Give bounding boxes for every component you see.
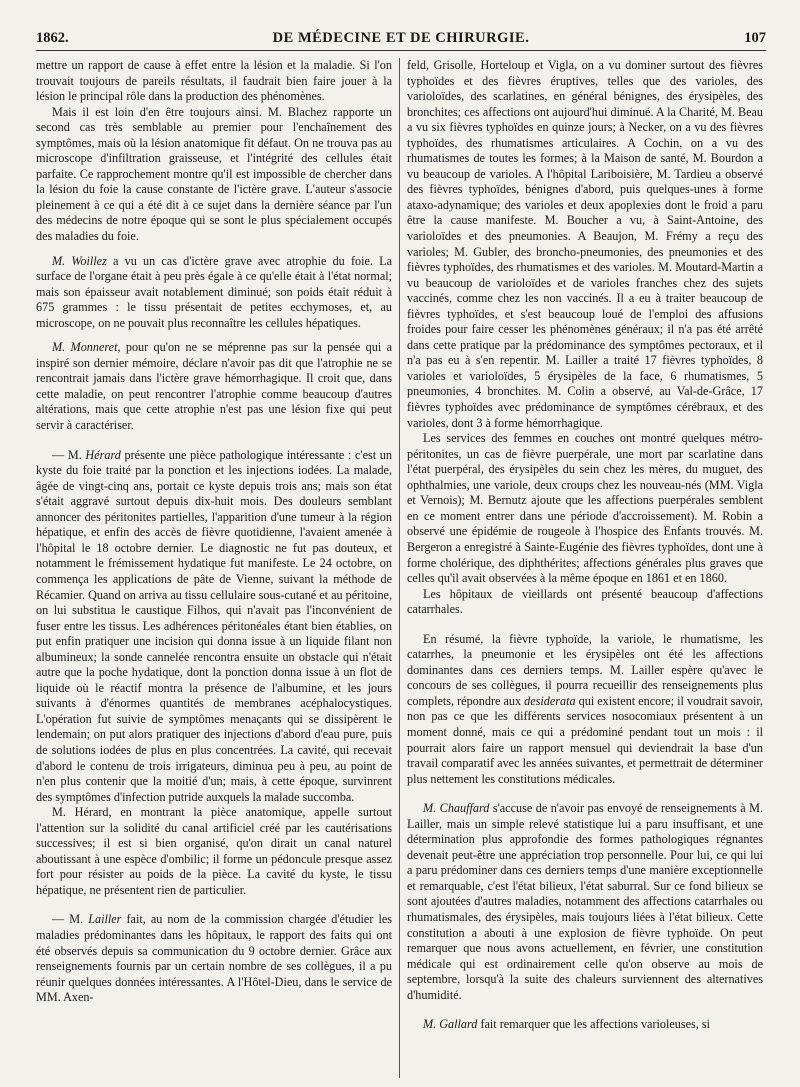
paragraph (407, 1017, 763, 1033)
right-column (407, 58, 763, 1078)
paragraph: M. Hérard, en montrant la pièce anatomique, appelle surtout l'attention sur la solidité du canal artificiel créé par les cautérisations successives; il est si bien organisé, qu'on dirait un canal naturel aboutissant à une espèce d'ombilic; il forme un pédoncule presque assez fort pour résister au poids de la pièce. La cavité du kyste, le tissu hépatique, ne présentent rien de particulier. (36, 805, 392, 897)
paragraph-text: , pour qu'on ne se méprenne pas sur la pensée qui a inspiré son dernier mémoire, déclare n'avoir pas dit que l'atrophie ne se rencontrait jamais dans l'ictère grave hémorrhagique. Il croit que, dans cette maladie, on peut rencontrer l'atrophie comme beaucoup d'autres altérations, mais que cette atrophie n'est pas une lésion fixe qui peut servir à caractériser. (36, 340, 392, 433)
paragraph: Les hôpitaux de vieillards ont présenté beaucoup d'affections catarrhales. (407, 586, 763, 617)
paragraph (407, 801, 763, 1003)
paragraph (36, 448, 392, 806)
paragraph: feld, Grisolle, Horteloup et Vigla, on a vu dominer surtout des fièvres typhoïdes et des fièvres éruptives, telles que des varioles, des varioloïdes, des scarlatines, en général bénignes, des érysipèles, des bronchites; ces affections ont aujourd'hui diminué. A la Charité, M. Beau a vu six fièvres typhoïdes en quinze jours; à Necker, on a vu des fièvres typhoïdes, des rhumatismes articulaires. A Cochin, on a vu des rhumatismes de toutes les formes; à la Maison de santé, M. Bourdon a vu beaucoup de varioles. A l'hôpital Lariboisière, M. Tardieu a observé des fièvres typhoïdes, bénignes d'abord, puis quelques-unes à forme ataxo-adynamique; des varioles et deux apoplexies dont le froid a paru être la cause manifeste. M. Boucher a vu, à Saint-Antoine, des varioloïdes et des pneumonies. A Beaujon, M. Frémy a reçu des varioles; M. Gubler, des broncho-pneumonies, des pneumonies et des fièvres typhoïdes, des rhumatismes et des varioles. M. Moutard-Martin a vu beaucoup de varioloïdes et de varioles franches chez des sujets vaccinés, comme chez les non vaccinés. Il a eu à traiter beaucoup de fièvres typhoïdes, et s'est beaucoup loué de l'emploi des affusions froides pour faire cesser les phénomènes généraux; il n'a pas été arrêté dans cette pratique par la prédominance des symptômes pectoraux, et il n'a pas eu à s'en repentir. M. Lailler a traité 17 fièvres typhoïdes, 8 varioles et varioloïdes, 5 érysipèles de la face, 6 rhumatismes, 5 pneumonies, 4 bronchites. M. Colin a observé, au Val-de-Grâce, 17 fièvres typhoïdes avec prédominance de symptômes cérébraux, et des varioles, dont 3 à forme hémorrhagique. (407, 58, 763, 430)
paragraph-text: fait remarquer que les affections varioleuses, si (477, 1017, 711, 1032)
paragraph-text: présente une pièce pathologique intéressante : c'est un kyste du foie traité par la ponction et les injections iodées. La malade, âgée de vingt-cinq ans, portait ce kyste depuis trois ans; mais son état s'était aggravé surtout depuis dix-huit mois. Des douleurs semblant annoncer des péritonites partielles, l'apparition d'une tumeur à la région hépatique, et enfin des accès de fièvre quotidienne, l'avaient amenée à l'hôpital le 18 octobre dernier. Le diagnostic ne fut pas douteux, et notamment le frémissement hydatique fut manifeste. Le 24 octobre, on commença les applications de pâte de Vienne, suivant la méthode de Récamier. Quand on arriva au tissu cellulaire sous-cutané et au péritoine, on lui substitua le caustique Filhos, qui n'avait pas l'inconvénient de fuser entre les tissus. Les adhérences péritonéales étant bien établies, on put enfin pratiquer une incision qui donna issue à un liquide filant non albumineux; la sonde cannelée rencontra ensuite un obstacle qui n'était autre que la poche hydatique, dont la ponction donna issue à un flot de liquide où le réactif montra la présence de l'albumine, et les jours suivants à d'énormes quantités de membranes acéphalocystiques. L'opération fut suivie de symptômes menaçants qui se dissipèrent le lendemain; on put alors pratiquer des injections d'abord d'eau pure, puis de solutions iodées de plus en plus concentrées. La cavité, qui recevait d'abord le contenu de trois irrigateurs, diminua peu à peu, au point de n'en plus contenir que la moitié d'un; mais, à cette époque, survinrent des symptômes d'infection putride auxquels la malade succomba. (36, 447, 392, 804)
paragraph (36, 254, 392, 332)
paragraph-text: qui existent encore; il voudrait savoir, non pas ce que les différents services nosocomiaux présentent à un moment donné, mais ce qui a prédominé pendant tout un mois : il pourrait alors faire un rapport mensuel qui deviendrait la base d'un travail comparatif avec les années suivantes, et permettrait de déterminer plus nettement les constitutions médicales. (407, 693, 763, 786)
dash-lead: — M. (52, 447, 86, 462)
paragraph: Les services des femmes en couches ont montré quelques métro-péritonites, un cas de fièvre puerpérale, une mort par scarlatine dans l'état puerpéral, des érysipèles du sein chez les mères, du muguet, des ophthalmies, une variole, deux croups chez les nouveau-nés (MM. Vigla et Vernois); M. Bernutz ajoute que les affections puerpérales semblent en ce moment entrer dans une période d'accroissement). M. Robin a observé une épidémie de rougeole à l'hospice des Enfants trouvés. M. Bergeron a enregistré à Sainte-Eugénie des fièvres typhoïdes, dont une à forme cholérique, des diphthérites; affections générales plus graves que celles qu'il avait observées à la même époque en 1861 et en 1860. (407, 431, 763, 586)
paragraph (36, 340, 392, 433)
paragraph-text: fait, au nom de la commission chargée d'étudier les maladies prédominantes dans les hôpitaux, le rapport des faits qui ont été observés depuis sa communication du 9 octobre dernier. Grâce aux renseignements fournis par un certain nombre de ses collègues, il a pu réunir quelques données intéressantes. A l'Hôtel-Dieu, dans le service de MM. Axen- (36, 912, 392, 1005)
dash-lead: — M. (52, 912, 89, 927)
paragraph: mettre un rapport de cause à effet entre la lésion et la maladie. Si l'on trouvait toujours de pareils résultats, il faudrait bien faire jouer à la lésion le principal rôle dans la production des phénomènes. (36, 58, 392, 104)
paragraph (407, 632, 763, 787)
paragraph (36, 912, 392, 1005)
header-title: DE MÉDECINE ET DE CHIRURGIE. (272, 30, 530, 46)
speaker-name: M. Monneret (52, 340, 118, 355)
paragraph-text: s'accuse de n'avoir pas envoyé de renseignements à M. Lailler, mais un simple relevé statistique lui a paru insuffisant, et une détermination plus approfondie des formes pathologiques régnantes devenait peut-être une appréciation trop personnelle. Pour lui, ce qui lui a paru prédominer dans ces derniers temps d'une manière exceptionnelle et remarquable, c'est l'état bilieux, l'état saburral. Sur ce fond bilieux se sont ajoutées d'autres maladies, notamment des affections catarrhales ou rhumatismales, des érysipèles, mais toujours liées à l'état bilieux. Cette constitution a abouti à une explosion de fièvre typhoïde. On peut remarquer que nous avons actuellement, en février, une constitution médicale qui est ordinairement celle qu'on observe au mois de septembre, lorsqu'à la suite des chaleurs surviennent des alternatives d'humidité. (407, 801, 763, 1002)
header-year: 1862. (36, 30, 69, 46)
left-column (36, 58, 392, 1078)
emphasis: desiderata (524, 693, 576, 708)
page-number: 107 (744, 30, 766, 46)
speaker-name: Lailler (88, 912, 122, 927)
speaker-name: Hérard (85, 447, 121, 462)
speaker-name: M. Chauffard (423, 801, 490, 816)
speaker-name: M. Woillez (52, 253, 107, 268)
speaker-name: M. Gallard (423, 1017, 478, 1032)
paragraph-text: a vu un cas d'ictère grave avec atrophie du foie. La surface de l'organe était à peu près égale à ce qu'elle était à l'état normal; mais son épaisseur avait notablement diminué; son poids était réduit à 675 grammes : le tissu présentait de petites ecchymoses, et, au microscope, on ne pouvait plus reconnaître les cellules hépatiques. (36, 253, 392, 330)
column-divider (399, 58, 400, 1078)
paragraph-text: En résumé, la fièvre typhoïde, la variole, le rhumatisme, les catarrhes, la pneumonie et les érysipèles ont été les affections dominantes dans ces derniers temps. M. Lailler espère qu'avec le concours de ses collègues, il pourra recueillir des renseignements plus complets, répondre aux (407, 631, 763, 708)
page-header (36, 30, 766, 51)
paragraph: Mais il est loin d'en être toujours ainsi. M. Blachez rapporte un second cas très semblable au premier pour l'enchaînement des symptômes, mais où la lésion anatomique fit défaut. On ne trouva pas au microscope d'infiltration graisseuse, et l'intégrité des cellules était parfaite. Ce rapprochement montre qu'il est impossible de chercher dans la lésion du foie la cause constante de l'ictère grave. L'auteur s'associe pleinement à ce qui a été dit à ce sujet dans la dernière séance par l'un des médecins de notre époque qui se sont le plus spécialement occupés des maladies du foie. (36, 104, 392, 244)
